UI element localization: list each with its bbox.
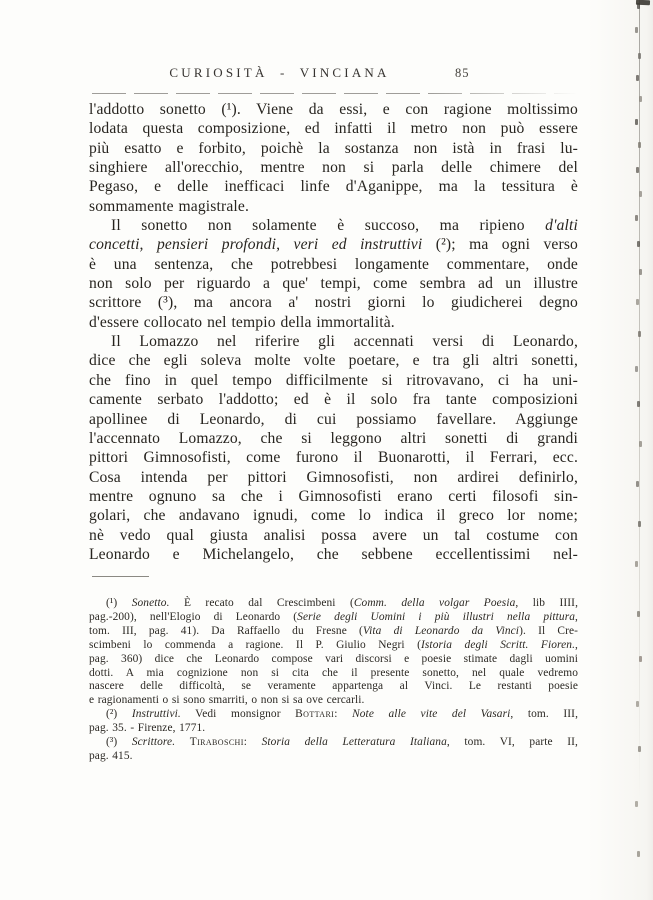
text-run: non solo per riguardo a que' tempi, come sembra ad un illustre [89, 275, 578, 293]
text-line [89, 625, 578, 639]
text-line [89, 313, 578, 332]
text-run: Il Lomazzo nel riferire gli accennati versi di Leonardo, [111, 333, 578, 351]
text-run: l'addotto sonetto (¹). Viene da essi, e con ragione moltissimo [89, 101, 578, 118]
text-line [89, 722, 578, 736]
text-line [89, 216, 578, 235]
text-run: (¹) [106, 597, 132, 609]
text-line [89, 506, 578, 525]
text-run: e ragionamenti o si sono smarriti, o non si sa ove cercarli. [89, 694, 365, 707]
text-run: singhiere all'orecchio, mentre non si parla delle chimere del [89, 159, 578, 177]
running-title: CURIOSITÀ - VINCIANA [169, 65, 390, 80]
text-line [89, 429, 578, 448]
paragraph [89, 100, 578, 216]
italic-text: Storia della Letteratura Italiana [261, 736, 447, 749]
italic-text: Istoria degli Scritt. Fioren. [421, 638, 576, 651]
text-line [89, 197, 578, 216]
scan-edge-line [639, 0, 640, 800]
text-line [89, 293, 578, 312]
text-line [89, 177, 578, 196]
text-line [89, 750, 578, 764]
paragraph [89, 708, 578, 736]
text-run: , [575, 638, 578, 651]
italic-text: Serie degli Uomini i più illustri nella pittura [297, 610, 576, 623]
text-line [89, 119, 578, 138]
text-run: apollinee di Leonardo, di cui possiamo favellare. Aggiunge [89, 410, 578, 428]
italic-text: Instruttivi. [131, 708, 181, 721]
text-line [89, 487, 578, 506]
text-line [89, 448, 578, 467]
text-line [89, 694, 578, 708]
text-run: , lib IIII, [515, 597, 579, 609]
text-run: golari, che andavano ignudi, come lo indica il greco lor nome; [89, 507, 578, 525]
text-line [89, 597, 578, 611]
text-line [89, 680, 578, 694]
text-run: Leonardo e Michelangelo, che sebbene eccellentissimi nel- [89, 545, 578, 563]
text-line [89, 332, 578, 351]
italic-text: Sonetto. [131, 597, 170, 609]
text-run: ). Il Cre- [519, 624, 579, 637]
text-run: Vedi monsignor [180, 708, 296, 721]
text-run: , tom. III, [510, 708, 579, 721]
text-run: sommamente magistrale. [89, 197, 249, 215]
text-run: Pegaso, e delle inefficaci linfe d'Aganippe, ma la tessitura è [89, 178, 578, 196]
text-run: nascere delle difficoltà, se veramente appartenga al Vinci. Le restanti poesie [89, 680, 578, 693]
text-run: dotti. A mia cognizione non si cita che il presente sonetto, nel quale vedremo [89, 666, 578, 679]
text-run: più esatto e forbito, poichè la sostanza non istà in frasi lu- [89, 139, 578, 157]
text-run: che fino in quel tempo difficilmente si ritrovavano, ci ha uni- [89, 371, 578, 389]
text-run: camente serbato l'addotto; ed è il solo fra tante composizioni [89, 391, 578, 409]
text-run: scrittore (³), ma ancora a' nostri giorni lo giudicherei degno [89, 294, 578, 312]
text-run: È recato dal Crescimbeni ( [169, 597, 354, 609]
header-rule [92, 93, 577, 95]
paragraph [89, 332, 578, 564]
text-run: pag.-200), nell'Elogio di Leonardo ( [89, 610, 298, 623]
text-line [89, 371, 578, 390]
italic-text: Vita di Leonardo da Vinci [362, 624, 520, 637]
smallcaps-name: Bottari [295, 708, 335, 721]
text-line [89, 139, 578, 158]
text-run: pag. 415. [89, 749, 133, 762]
text-line [89, 100, 578, 119]
italic-text: d'alti [545, 217, 578, 235]
page-number: 85 [455, 66, 470, 80]
page-header [92, 65, 577, 83]
text-line [89, 639, 578, 653]
text-run: Cosa intenda per pittori Gimnosofisti, non ardirei definirlo, [89, 468, 578, 486]
text-run: l'accennato Lomazzo, che si leggono altri sonetti di grandi [89, 429, 578, 447]
footnote-separator [92, 576, 149, 577]
body-text [89, 100, 578, 564]
text-run: nè vedo qual giusta analisi possa avere un tal costume con [89, 526, 578, 544]
paragraph [89, 736, 578, 764]
text-run: (²); ma ogni verso [422, 236, 578, 254]
footnotes [89, 597, 578, 764]
text-run: pittori Gimnosofisti, come furono il Buonarotti, il Ferrari, ecc. [89, 449, 578, 467]
text-line [89, 235, 578, 254]
text-line [89, 351, 578, 370]
italic-text: Scrittore. [131, 736, 176, 749]
text-run: (³) [106, 736, 132, 749]
text-run: tom. III, pag. 41). Da Raffaello du Fresne ( [89, 624, 363, 637]
text-run: mentre ognuno sa che i Gimnosofisti erano certi filosofi sin- [89, 487, 578, 505]
text-line [89, 545, 578, 564]
text-line [89, 611, 578, 625]
text-line [89, 708, 578, 722]
text-line [89, 390, 578, 409]
text-line [89, 255, 578, 274]
text-run: dice che egli soleva molte volte poetare, e tra gli altri sonetti, [89, 352, 578, 370]
text-line [89, 158, 578, 177]
text-line [89, 526, 578, 545]
text-run: scimbeni lo commenda a ragione. Il P. Giulio Negri ( [89, 638, 421, 651]
text-line [89, 410, 578, 429]
paragraph [89, 216, 578, 332]
scan-corner-smudge [636, 0, 650, 5]
text-run: è una sentenza, che potrebbesi longamente commentare, onde [89, 255, 578, 273]
text-run: , tom. VI, parte II, [446, 736, 578, 749]
smallcaps-name: Tiraboschi [189, 736, 244, 749]
text-line [89, 274, 578, 293]
paragraph [89, 597, 578, 708]
text-run: d'essere collocato nel tempio della immortalità. [89, 313, 395, 331]
text-run: pag. 35. - Firenze, 1771. [89, 722, 206, 735]
italic-text: concetti, pensieri profondi, veri ed instruttivi [89, 236, 423, 254]
text-run: Il sonetto non solamente è succoso, ma ripieno [111, 217, 546, 235]
text-line [89, 653, 578, 667]
text-line [89, 667, 578, 681]
italic-text: Comm. della volgar Poesia [353, 597, 516, 609]
text-run: (²) [106, 708, 132, 721]
text-line [89, 468, 578, 487]
italic-text: Note alle vite del Vasari [352, 708, 511, 721]
text-run: : [243, 736, 262, 749]
text-run: , [575, 610, 578, 623]
text-line [89, 736, 578, 750]
text-run [175, 736, 190, 748]
text-run: lodata questa composizione, ed infatti il metro non può essere [89, 120, 578, 138]
text-run: pag. 360) dice che Leonardo compose vari discorsi e poesie stimate dagli uomini [89, 652, 578, 665]
text-run: : [334, 708, 353, 721]
